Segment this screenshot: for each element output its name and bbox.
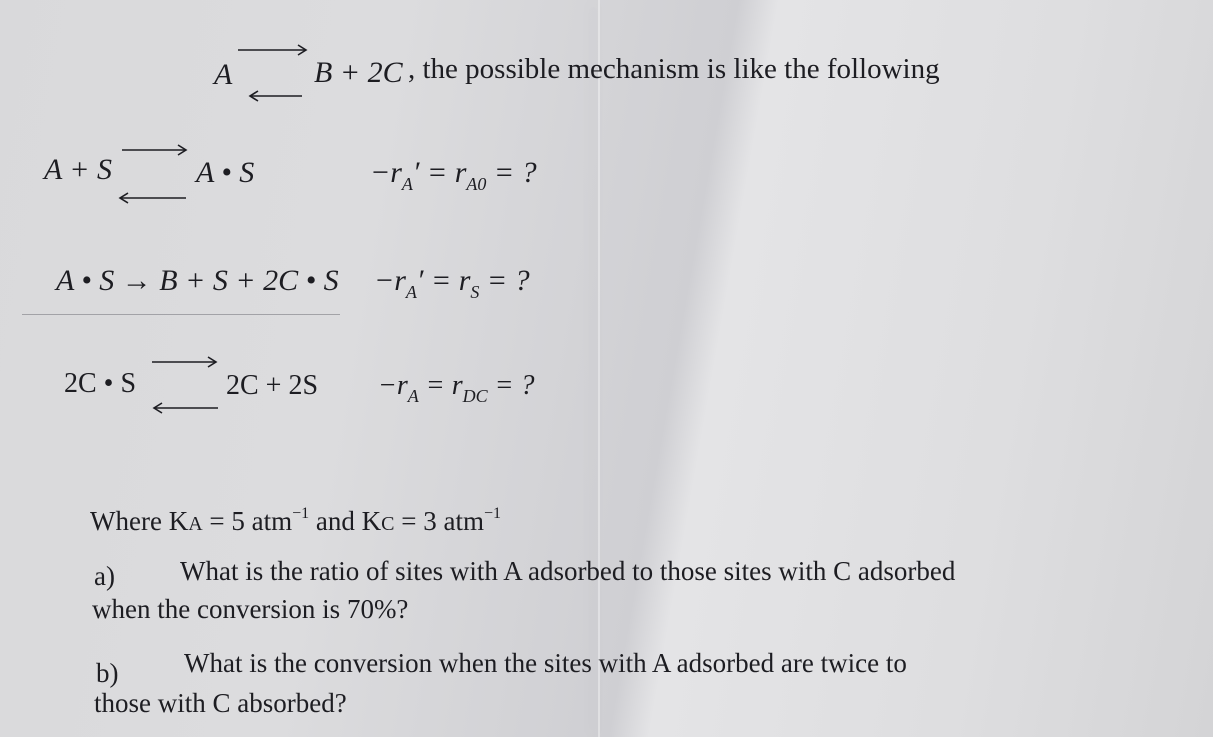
question-a-line1: What is the ratio of sites with A adsorbed to those sites with C adsorbed — [180, 556, 956, 586]
paper-fold — [598, 0, 600, 737]
question-a-label: a) — [94, 561, 115, 591]
step1-right: A • S — [196, 156, 255, 189]
step3-right: 2C + 2S — [226, 370, 319, 401]
step1-left: A + S — [44, 153, 113, 186]
equilibrium-arrow-icon — [112, 138, 192, 208]
step3-left: 2C • S — [64, 368, 137, 399]
step2-rate: $-r_A' = r_S$ = ? — [374, 264, 530, 302]
header-reactant: A — [214, 58, 233, 91]
equilibrium-arrow-icon — [144, 350, 224, 416]
step3-rate: $-r_A = r_{DC}$ = ? — [378, 370, 535, 406]
header-text: , the possible mechanism is like the following — [408, 53, 940, 85]
question-b-line2: those with C absorbed? — [94, 688, 347, 718]
divider-line — [22, 314, 340, 315]
header-products: B + 2C — [314, 56, 403, 89]
question-b-label: b) — [96, 658, 119, 688]
question-a-line2: when the conversion is 70%? — [92, 594, 409, 624]
equilibrium-arrow-icon — [232, 40, 312, 104]
constants-line: Where KA = 5 atm$^{-1}$ and KC = 3 atm$^{-1}$ — [90, 505, 501, 536]
step2-reaction: A • S → B + S + 2C • S — [56, 264, 339, 297]
step1-rate: $-r_A' = r_{A0}$ = ? — [370, 156, 537, 194]
question-b-line1: What is the conversion when the sites with A adsorbed are twice to — [184, 648, 907, 678]
